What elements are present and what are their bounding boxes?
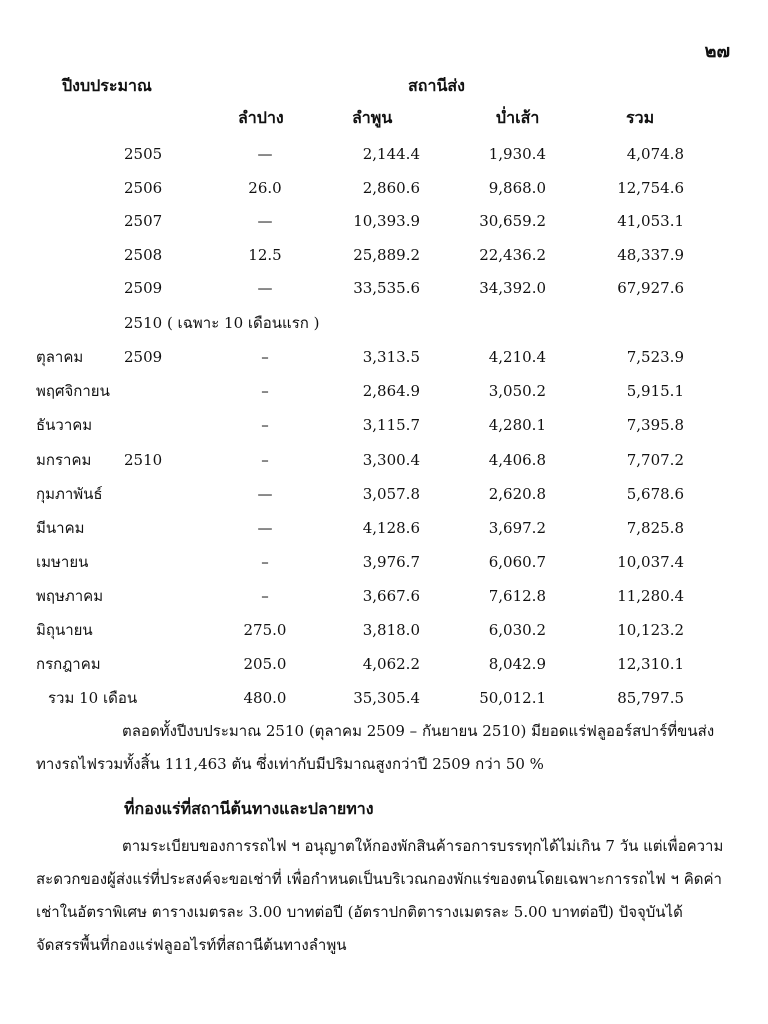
baosao-cell: 2,620.8 — [488, 485, 546, 503]
total-cell: 7,395.8 — [626, 416, 684, 434]
lamphun-cell: 3,976.7 — [362, 553, 420, 571]
paragraph-regulation: ตามระเบียบของการรถไฟ ฯ อนุญาตให้กองพักสินค้ารอการบรรทุกได้ไม่เกิน 7 วัน แต่เพื่อความสะดวกของผู้ส่งแร่ที่ประสงค์จะขอเช่าที่ เพื่อกำหนดเป็นบริเวณกองพักแร่ของตนโดยเฉพาะการรถไฟ ฯ คิดค่าเช่าในอัตราพิเศษ ตารางเมตรละ 3.00 บาทต่อปี (อัตราปกติตารางเมตรละ 5.00 บาทต่อปี) ปัจจุบันได้จัดสรรพื้นที่กองแร่ฟลูออไรท์ที่สถานีต้นทางลำพูน — [36, 837, 724, 954]
lamphun-cell: 3,300.4 — [362, 451, 420, 469]
year-2510-note-row — [0, 313, 768, 347]
table-row — [0, 586, 768, 620]
lampang-cell: 26.0 — [248, 179, 282, 197]
table-row — [0, 347, 768, 381]
lamphun-cell: 3,818.0 — [362, 621, 420, 639]
lampang-cell: – — [261, 382, 269, 400]
header-total: รวม — [626, 108, 655, 127]
lampang-cell: — — [257, 519, 273, 537]
baosao-cell: 1,930.4 — [488, 145, 546, 163]
lamphun-cell: 4,062.2 — [362, 655, 420, 673]
year-cell: 2509 — [124, 348, 163, 366]
table-row — [0, 278, 768, 312]
baosao-cell: 3,697.2 — [488, 519, 546, 537]
baosao-cell: 7,612.8 — [488, 587, 546, 605]
total-cell: 10,037.4 — [617, 553, 684, 571]
total-cell: 10,123.2 — [617, 621, 684, 639]
month-cell: พฤษภาคม — [36, 587, 104, 605]
month-cell: มกราคม — [36, 451, 92, 469]
table-row — [0, 245, 768, 279]
baosao-cell: 3,050.2 — [488, 382, 546, 400]
lamphun-cell: 3,667.6 — [362, 587, 420, 605]
baosao-cell: 9,868.0 — [488, 179, 546, 197]
total-cell: 7,707.2 — [626, 451, 684, 469]
header-station: สถานีส่ง — [408, 76, 465, 95]
baosao-cell: 4,210.4 — [488, 348, 546, 366]
lamphun-cell: 3,057.8 — [362, 485, 420, 503]
lamphun-cell: 35,305.4 — [353, 689, 420, 707]
lamphun-cell: 25,889.2 — [353, 246, 420, 264]
total-cell: 85,797.5 — [617, 689, 684, 707]
month-cell: มีนาคม — [36, 519, 85, 537]
year-cell: 2508 — [124, 246, 163, 264]
total-cell: 41,053.1 — [617, 212, 684, 230]
lampang-cell: — — [257, 485, 273, 503]
table-row — [0, 211, 768, 245]
month-cell: พฤศจิกายน — [36, 382, 110, 400]
month-cell: กรกฎาคม — [36, 655, 101, 673]
table-row — [0, 654, 768, 688]
section-subheading: ที่กองแร่ที่สถานีต้นทางและปลายทาง — [124, 799, 374, 818]
table-row — [0, 178, 768, 212]
lampang-cell: – — [261, 553, 269, 571]
baosao-cell: 4,280.1 — [488, 416, 546, 434]
month-cell: เมษายน — [36, 553, 89, 571]
baosao-cell: 6,030.2 — [488, 621, 546, 639]
lampang-cell: – — [261, 451, 269, 469]
total-label: รวม 10 เดือน — [48, 689, 138, 707]
year-cell: 2510 — [124, 451, 163, 469]
lamphun-cell: 33,535.6 — [353, 279, 420, 297]
table-row — [0, 484, 768, 518]
lampang-cell: – — [261, 416, 269, 434]
lamphun-cell: 2,144.4 — [362, 145, 420, 163]
lamphun-cell: 10,393.9 — [353, 212, 420, 230]
year-2510-note: 2510 ( เฉพาะ 10 เดือนแรก ) — [124, 314, 320, 332]
total-cell: 67,927.6 — [617, 279, 684, 297]
total-cell: 7,523.9 — [626, 348, 684, 366]
baosao-cell: 6,060.7 — [488, 553, 546, 571]
baosao-cell: 30,659.2 — [479, 212, 546, 230]
header-lamphun: ลำพูน — [352, 108, 393, 127]
total-cell: 7,825.8 — [626, 519, 684, 537]
baosao-cell: 22,436.2 — [479, 246, 546, 264]
year-cell: 2509 — [124, 279, 163, 297]
baosao-cell: 8,042.9 — [488, 655, 546, 673]
month-cell: มิถุนายน — [36, 621, 93, 639]
lampang-cell: — — [257, 145, 273, 163]
year-cell: 2507 — [124, 212, 163, 230]
total-cell: 4,074.8 — [626, 145, 684, 163]
total-cell: 12,310.1 — [617, 655, 684, 673]
table-row — [0, 620, 768, 654]
month-cell: ตุลาคม — [36, 348, 84, 366]
table-row — [0, 381, 768, 415]
lamphun-cell: 4,128.6 — [362, 519, 420, 537]
lamphun-cell: 2,860.6 — [362, 179, 420, 197]
table-row — [0, 415, 768, 449]
year-cell: 2505 — [124, 145, 163, 163]
page-number: ๒๗ — [704, 41, 730, 62]
total-cell: 5,678.6 — [626, 485, 684, 503]
lampang-cell: 205.0 — [243, 655, 287, 673]
header-lampang: ลำปาง — [238, 108, 284, 127]
lampang-cell: 275.0 — [243, 621, 287, 639]
baosao-cell: 34,392.0 — [479, 279, 546, 297]
lamphun-cell: 3,115.7 — [362, 416, 420, 434]
total-cell: 5,915.1 — [626, 382, 684, 400]
header-baosao: บ่ำเส้า — [496, 108, 540, 127]
lampang-cell: — — [257, 212, 273, 230]
lampang-cell: 12.5 — [248, 246, 282, 264]
paragraph-summary: ตลอดทั้งปีงบประมาณ 2510 (ตุลาคม 2509 – กันยายน 2510) มียอดแร่ฟลูออร์สปาร์ที่ขนส่งทางรถไฟรวมทั้งสิ้น 111,463 ตัน ซึ่งเท่ากับมีปริมาณสูงกว่าปี 2509 กว่า 50 % — [36, 722, 715, 773]
table-row — [0, 450, 768, 484]
lampang-cell: 480.0 — [243, 689, 287, 707]
table-row — [0, 144, 768, 178]
lamphun-cell: 2,864.9 — [362, 382, 420, 400]
month-cell: ธันวาคม — [36, 416, 93, 434]
table-row — [0, 552, 768, 586]
month-cell: กุมภาพันธ์ — [36, 485, 103, 503]
lampang-cell: – — [261, 587, 269, 605]
total-cell: 48,337.9 — [617, 246, 684, 264]
header-budget-year: ปีงบประมาณ — [62, 76, 152, 95]
total-cell: 12,754.6 — [617, 179, 684, 197]
lampang-cell: — — [257, 279, 273, 297]
year-cell: 2506 — [124, 179, 163, 197]
lamphun-cell: 3,313.5 — [362, 348, 420, 366]
lampang-cell: – — [261, 348, 269, 366]
table-row — [0, 518, 768, 552]
total-cell: 11,280.4 — [617, 587, 684, 605]
baosao-cell: 50,012.1 — [479, 689, 546, 707]
baosao-cell: 4,406.8 — [488, 451, 546, 469]
